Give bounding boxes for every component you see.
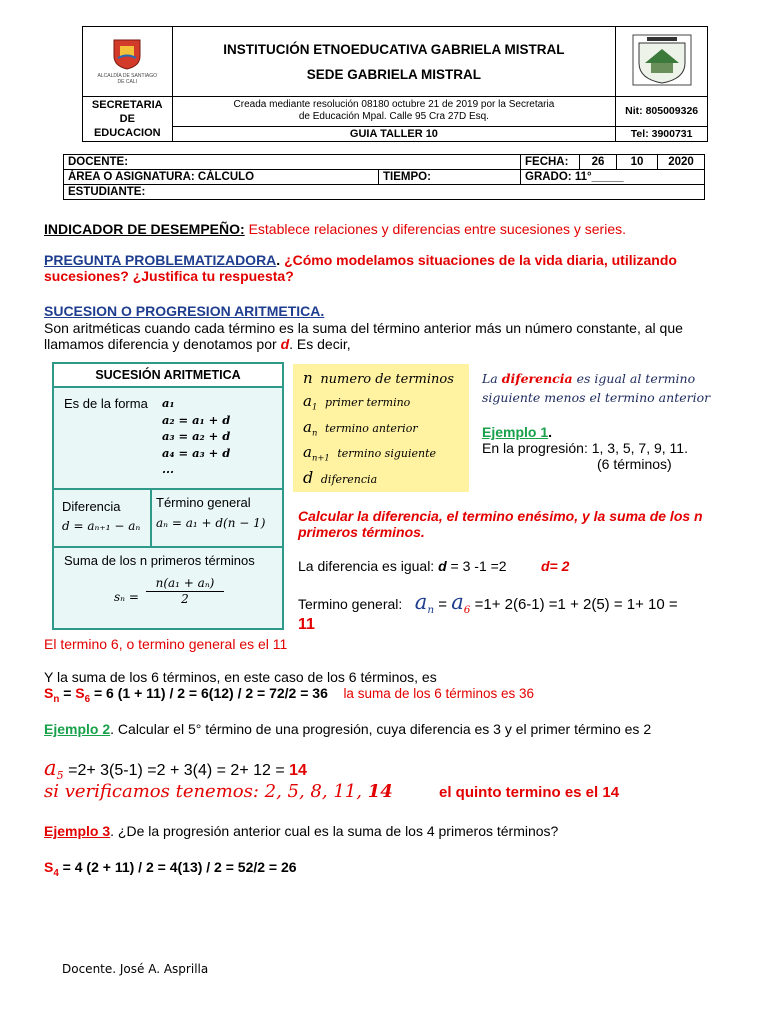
e2-verify-text: si verificamos tenemos: 2, 5, 8, 11, [44, 781, 368, 802]
docente-label: DOCENTE: [68, 156, 129, 168]
pregunta-label: PREGUNTA PROBLEMATIZADORA [44, 252, 277, 268]
pregunta-block [44, 252, 724, 284]
general-formula: aₙ = a₁ + d(n − 1) [156, 516, 266, 530]
diff-text: La diferencia es igual: [298, 558, 439, 574]
legend-an1-sub: n+1 [311, 452, 330, 463]
ejemplo2-conclusion: el quinto termino es el 14 [439, 784, 620, 801]
e2-a: a [44, 756, 57, 780]
legend-n-symbol: n [303, 369, 313, 387]
tg-a6: a [451, 590, 464, 614]
forma-line: a₁ [162, 396, 175, 410]
fecha-day-cell [580, 155, 617, 170]
estudiante-label: ESTUDIANTE: [68, 186, 146, 198]
legend-an1 [303, 443, 436, 462]
resolucion-text: Creada mediante resolución 08180 octubre 21 de 2019 por la Secretaria de Educación Mpal. Calle 95 Cra 27D Esq. [233, 99, 555, 123]
sucesion-intro [44, 320, 744, 352]
formula-box [52, 362, 284, 630]
diff-rest: = 3 -1 =2 [446, 558, 507, 574]
fecha-month: 10 [630, 156, 644, 168]
ejemplo3-heading [44, 823, 558, 839]
guia-text: GUIA TALLER 10 [349, 127, 438, 140]
ejemplo1-general-term [298, 590, 753, 616]
ejemplo1-dot: . [548, 424, 553, 440]
institution-name: INSTITUCIÓN ETNOEDUCATIVA GABRIELA MISTRAL [223, 41, 565, 57]
legend-n-text: numero de terminos [320, 372, 454, 387]
sum-note: la suma de los 6 términos es 36 [343, 686, 535, 701]
fecha-year: 2020 [668, 156, 694, 168]
ejemplo2-heading [44, 721, 651, 737]
nit-cell [616, 97, 708, 127]
forma-label: Es de la forma [64, 396, 148, 411]
tg-eq: = [434, 596, 452, 613]
ejemplo1-label: Ejemplo 1 [482, 424, 549, 440]
estudiante-cell [64, 185, 705, 200]
header-logo-cell [83, 27, 173, 97]
sum-eq: = [59, 685, 76, 701]
e3-s: S [44, 859, 54, 875]
guia-cell [172, 126, 616, 141]
header-table [82, 26, 708, 142]
e2-calc: =2+ 3(5-1) =2 + 3(4) = 2+ 12 = [63, 762, 290, 779]
sede-name: SEDE GABRIELA MISTRAL [306, 66, 482, 82]
ejemplo1-general-result: 11 [298, 616, 315, 633]
suma-denominator: 2 [181, 592, 189, 606]
legend-d [303, 468, 377, 487]
legend-an-sub: n [311, 427, 318, 438]
tiempo-label: TIEMPO: [383, 171, 431, 183]
suma-numerator: n(a₁ + aₙ) [146, 576, 224, 592]
formula-box-title: SUCESIÓN ARITMETICA [54, 364, 282, 388]
legend-n [303, 369, 454, 387]
docente-cell [64, 155, 521, 170]
box-divider-vertical [150, 490, 152, 546]
tel-text: Tel: 3900731 [630, 127, 693, 140]
box-divider [54, 488, 282, 490]
ejemplo3-calc [44, 859, 297, 882]
ejemplo1-difference-result: d= 2 [541, 558, 570, 574]
legend-an1-symbol: a [303, 443, 312, 461]
note-line2: siguiente menos el termino anterior [482, 390, 711, 405]
sum-sn-sub: n [53, 693, 60, 705]
note-la: La [482, 371, 502, 386]
ejemplo2-label: Ejemplo 2 [44, 721, 111, 737]
info-table [63, 154, 705, 200]
ejemplo1-count: (6 términos) [597, 456, 672, 472]
forma-line: a₃ = a₂ + d [162, 429, 231, 443]
cali-coat-of-arms-icon [110, 38, 144, 70]
grado-cell [521, 170, 705, 185]
suma-fraction [146, 576, 224, 606]
general-label: Término general [156, 495, 251, 510]
resolucion-cell [172, 97, 616, 127]
ejemplo1-difference [298, 558, 507, 574]
e3-sub: 4 [53, 867, 59, 879]
forma-line: a₂ = a₁ + d [162, 412, 231, 427]
ejemplo1-sum-intro: Y la suma de los 6 términos, en este caso de los 6 términos, es [44, 669, 437, 685]
ejemplo1-sum [44, 685, 534, 708]
sucesion-intro-line2 [44, 336, 744, 352]
school-seal-icon [631, 33, 693, 87]
logo-caption: ALCALDÍA DE SANTIAGO DE CALI [97, 73, 158, 85]
forma-line: ... [162, 462, 175, 476]
tg-an-sub: n [427, 604, 435, 616]
fecha-label-cell [521, 155, 580, 170]
note-rest1: es igual al termino [572, 371, 696, 386]
title-cell [172, 27, 616, 97]
tg-label: Termino general: [298, 596, 403, 612]
sum-s6: S [75, 685, 85, 701]
ejemplo3-label: Ejemplo 3 [44, 823, 111, 839]
legend-a1 [303, 392, 410, 411]
ejemplo3-text: . ¿De la progresión anterior cual es la suma de los 4 primeros términos? [110, 823, 559, 839]
tiempo-cell [379, 170, 521, 185]
footer-docente: Docente. José A. Asprilla [62, 962, 209, 976]
fecha-label: FECHA: [525, 156, 569, 168]
legend-an1-text: termino siguiente [337, 447, 437, 460]
tg-calc: =1+ 2(6-1) =1 + 2(5) = 1+ 10 = [470, 596, 678, 613]
forma-lines [162, 395, 230, 478]
note-line1 [482, 369, 752, 388]
tg-an: a [414, 590, 428, 614]
diff-d: d [438, 558, 447, 574]
legend-d-symbol: d [303, 468, 314, 487]
sucesion-intro-line1: Son aritméticas cuando cada término es la suma del término anterior más un número constante, al que [44, 320, 683, 336]
e2-result: 14 [289, 762, 307, 779]
ejemplo1-sequence: En la progresión: 1, 3, 5, 7, 9, 11. [482, 440, 688, 456]
ejemplo1-heading [482, 424, 552, 440]
fecha-year-cell [658, 155, 705, 170]
secretaria-text: SECRETARIA DE EDUCACION [91, 99, 163, 139]
ejemplo2-calc [44, 756, 307, 782]
area-label: ÁREA O ASIGNATURA: CÁLCULO [68, 171, 255, 183]
header-seal-cell [616, 27, 708, 97]
legend-an [303, 418, 418, 437]
secretaria-cell [83, 97, 173, 142]
indicador-label: INDICADOR DE DESEMPEÑO: [44, 221, 245, 237]
box-divider-2 [54, 546, 282, 548]
grado-label: GRADO: 11°_____ [525, 171, 624, 183]
e2-sub: 5 [56, 769, 64, 783]
sum-calc: = 6 (1 + 11) / 2 = 6(12) / 2 = 72/2 = 36 [90, 685, 328, 701]
diferencia-note [482, 369, 752, 407]
sum-s6-sub: 6 [84, 693, 91, 705]
e3-calc: = 4 (2 + 11) / 2 = 4(13) / 2 = 52/2 = 26 [58, 859, 297, 875]
diferencia-formula: d = aₙ₊₁ − aₙ [62, 519, 141, 533]
legend-d-text: diferencia [320, 473, 378, 486]
intro2-text: llamamos diferencia y denotamos por [44, 336, 281, 352]
indicador-line [44, 221, 626, 237]
ejemplo1-conclusion: El termino 6, o termino general es el 11 [44, 636, 288, 652]
note-diferencia: diferencia [501, 371, 573, 386]
tg-a6-sub: 6 [463, 604, 471, 616]
e2-verify-last: 14 [367, 781, 393, 802]
pregunta-dot: . [276, 252, 285, 268]
legend-a1-sub: 1 [311, 401, 318, 412]
suma-label: Suma de los n primeros términos [64, 553, 255, 568]
legend-a1-text: primer termino [324, 396, 411, 409]
tel-cell [616, 126, 708, 141]
ejemplo1-task: Calcular la diferencia, el termino enésimo, y la suma de los n primeros términos. [298, 508, 703, 540]
intro3-text: . Es decir, [289, 336, 351, 352]
suma-lhs: sₙ = [114, 590, 139, 604]
pregunta-text: ¿Cómo modelamos situaciones de la vida diaria, utilizando sucesiones? ¿Justifica tu respuesta? [44, 252, 677, 284]
diferencia-label: Diferencia [62, 499, 121, 514]
indicador-text: Establece relaciones y diferencias entre sucesiones y series. [244, 221, 626, 237]
ejemplo2-verify [44, 781, 393, 802]
sucesion-title: SUCESION O PROGRESION ARITMETICA. [44, 303, 325, 319]
intro-d: d [280, 336, 290, 352]
fecha-day: 26 [591, 156, 605, 168]
sum-sn: S [44, 685, 54, 701]
ejemplo2-text: . Calcular el 5° término de una progresión, cuya diferencia es 3 y el primer término es 2 [110, 721, 652, 737]
fecha-month-cell [617, 155, 658, 170]
legend-an-symbol: a [303, 418, 312, 436]
area-cell [64, 170, 379, 185]
forma-line: a₄ = a₃ + d [162, 445, 231, 460]
nit-text: Nit: 805009326 [625, 105, 699, 118]
legend-a1-symbol: a [303, 392, 312, 410]
legend-box [293, 364, 469, 492]
legend-an-text: termino anterior [325, 422, 418, 435]
